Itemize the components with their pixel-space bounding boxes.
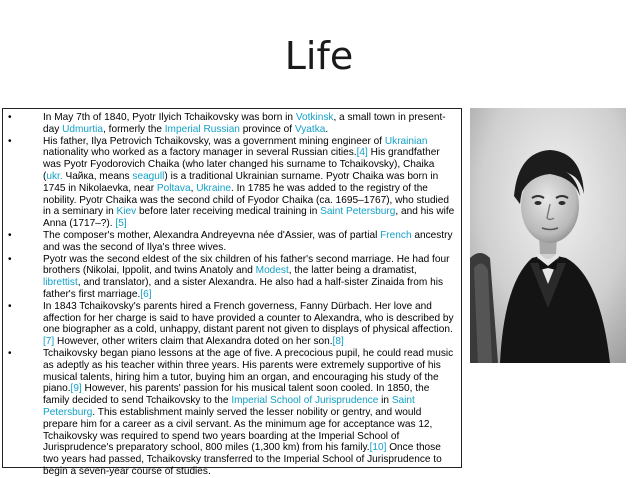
bullet-text: However, his parents' passion for his musical talent soon cooled. In 1850, the family decided to send Tchaikovsky to the xyxy=(43,383,430,407)
bullet-item xyxy=(3,301,455,348)
portrait-illustration xyxy=(470,108,626,363)
bullet-text: Once those two years had passed, Tchaikovsky transferred to the Imperial School of Jurisprudence to begin a seven-year course of studies. xyxy=(43,442,442,477)
bullet-text: Pyotr was the second eldest of the six children of his father's second marriage. He had four brothers (Nikolai, Ippolit, and twins Anatoly and xyxy=(43,253,450,277)
hyperlink[interactable]: Imperial School of Jurisprudence xyxy=(231,395,379,407)
hyperlink[interactable]: Ukraine xyxy=(196,182,231,194)
bullet-item xyxy=(3,136,455,230)
bullet-text: However, other writers claim that Alexandra doted on her son. xyxy=(54,336,333,348)
bullet-text: ) is a traditional Ukrainian surname. Pyotr Chaika was born in 1745 in Nikolaevka, near xyxy=(43,170,439,194)
bullet-text: , formerly the xyxy=(103,123,165,135)
bullet-text: province of xyxy=(239,123,295,135)
bullet-text: The composer's mother, Alexandra Andreyevna née d'Assier, was of partial xyxy=(43,229,381,241)
hyperlink[interactable]: [4] xyxy=(356,147,368,159)
bullet-text: , and translator), and a sister Alexandra. He also had a half-sister Zinaida from his father's first marriage. xyxy=(43,277,444,300)
bullet-text: before later receiving medical training in xyxy=(136,206,321,218)
hyperlink[interactable]: Saint Petersburg xyxy=(43,395,415,418)
bullet-text: Чайка, means xyxy=(62,170,133,182)
bullet-text: , a small town in present-day xyxy=(43,112,446,135)
bullet-item xyxy=(3,112,455,136)
hyperlink[interactable]: Votkinsk xyxy=(295,112,334,123)
bullet-text: nationality who worked as a factory manager in several Russian cities. xyxy=(43,147,357,159)
hyperlink[interactable]: librettist xyxy=(43,277,78,289)
hyperlink[interactable]: Vyatka xyxy=(294,123,326,135)
hyperlink[interactable]: [5] xyxy=(115,218,127,230)
bullet-text: ancestry and was the second of Ilya's three wives. xyxy=(43,229,453,253)
hyperlink[interactable]: seagull xyxy=(132,170,165,182)
bullet-text-box xyxy=(2,108,462,477)
bullet-text: His father, Ilya Petrovich Tchaikovsky, was a government mining engineer of xyxy=(43,135,385,147)
bullet-text: In May 7th of 1840, Pyotr Ilyich Tchaikovsky was born in xyxy=(43,112,296,123)
hyperlink[interactable]: Poltava xyxy=(156,182,191,194)
bullet-item xyxy=(3,254,455,301)
bullet-text: In 1843 Tchaikovsky's parents hired a French governess, Fanny Dürbach. Her love and affection for her charge is said to have provided a counter to Alexandra, who is described by one biographer as a cold, unhappy, distant parent not given to displays of physical affection. xyxy=(43,300,454,336)
hyperlink[interactable]: ukr. xyxy=(46,170,63,182)
bullet-text: , the latter being a dramatist, xyxy=(288,265,417,277)
bullet-item xyxy=(3,230,455,254)
slide-title: Life xyxy=(284,34,354,78)
hyperlink[interactable]: [8] xyxy=(332,336,344,348)
hyperlink[interactable]: [7] xyxy=(43,336,55,348)
hyperlink[interactable]: Imperial Russian xyxy=(164,123,240,135)
bullet-text: in xyxy=(378,395,392,407)
hyperlink[interactable]: Modest xyxy=(255,265,289,277)
bullet-text: . xyxy=(325,123,329,135)
hyperlink[interactable]: French xyxy=(380,229,412,241)
bullet-text: Tchaikovsky began piano lessons at the age of five. A precocious pupil, he could read music as adeptly as his teacher within three years. His parents were extremely supportive of his musical talents, hiring him a tutor, buying him an organ, and encouraging his study of the piano. xyxy=(43,347,454,395)
bullet-text: , and his wife Anna (1717–?). xyxy=(43,206,455,230)
bullet-text: , xyxy=(190,182,197,194)
bullet-item xyxy=(3,348,455,478)
bullet-text: . This establishment mainly served the lesser nobility or gentry, and would prepare him for a career as a civil servant. As the minimum age for acceptance was 12, Tchaikovsky was required to spend two years boarding at the Imperial School of Jurisprudence's preparatory school, 800 miles (1,300 km) from his family. xyxy=(43,406,433,454)
hyperlink[interactable]: [9] xyxy=(70,383,82,395)
hyperlink[interactable]: Ukrainian xyxy=(384,135,428,147)
bullet-list xyxy=(3,109,461,478)
hyperlink[interactable]: Kiev xyxy=(116,206,137,218)
portrait-photo xyxy=(470,108,626,363)
hyperlink[interactable]: Udmurtia xyxy=(62,123,104,135)
hyperlink[interactable]: Saint Petersburg xyxy=(320,206,396,218)
bullet-text: . In 1785 he was added to the registry of the nobility. Pyotr Chaika was the second child of Fyodor Chaika (ca. 1695–1767), who studied in a seminary in xyxy=(43,182,450,218)
bullet-text: His grandfather was Pyotr Fyodorovich Chaika (who later changed his surname to Tchaikovsky), Chaika ( xyxy=(43,147,440,182)
hyperlink[interactable]: [10] xyxy=(369,442,387,454)
hyperlink[interactable]: [6] xyxy=(140,288,152,300)
